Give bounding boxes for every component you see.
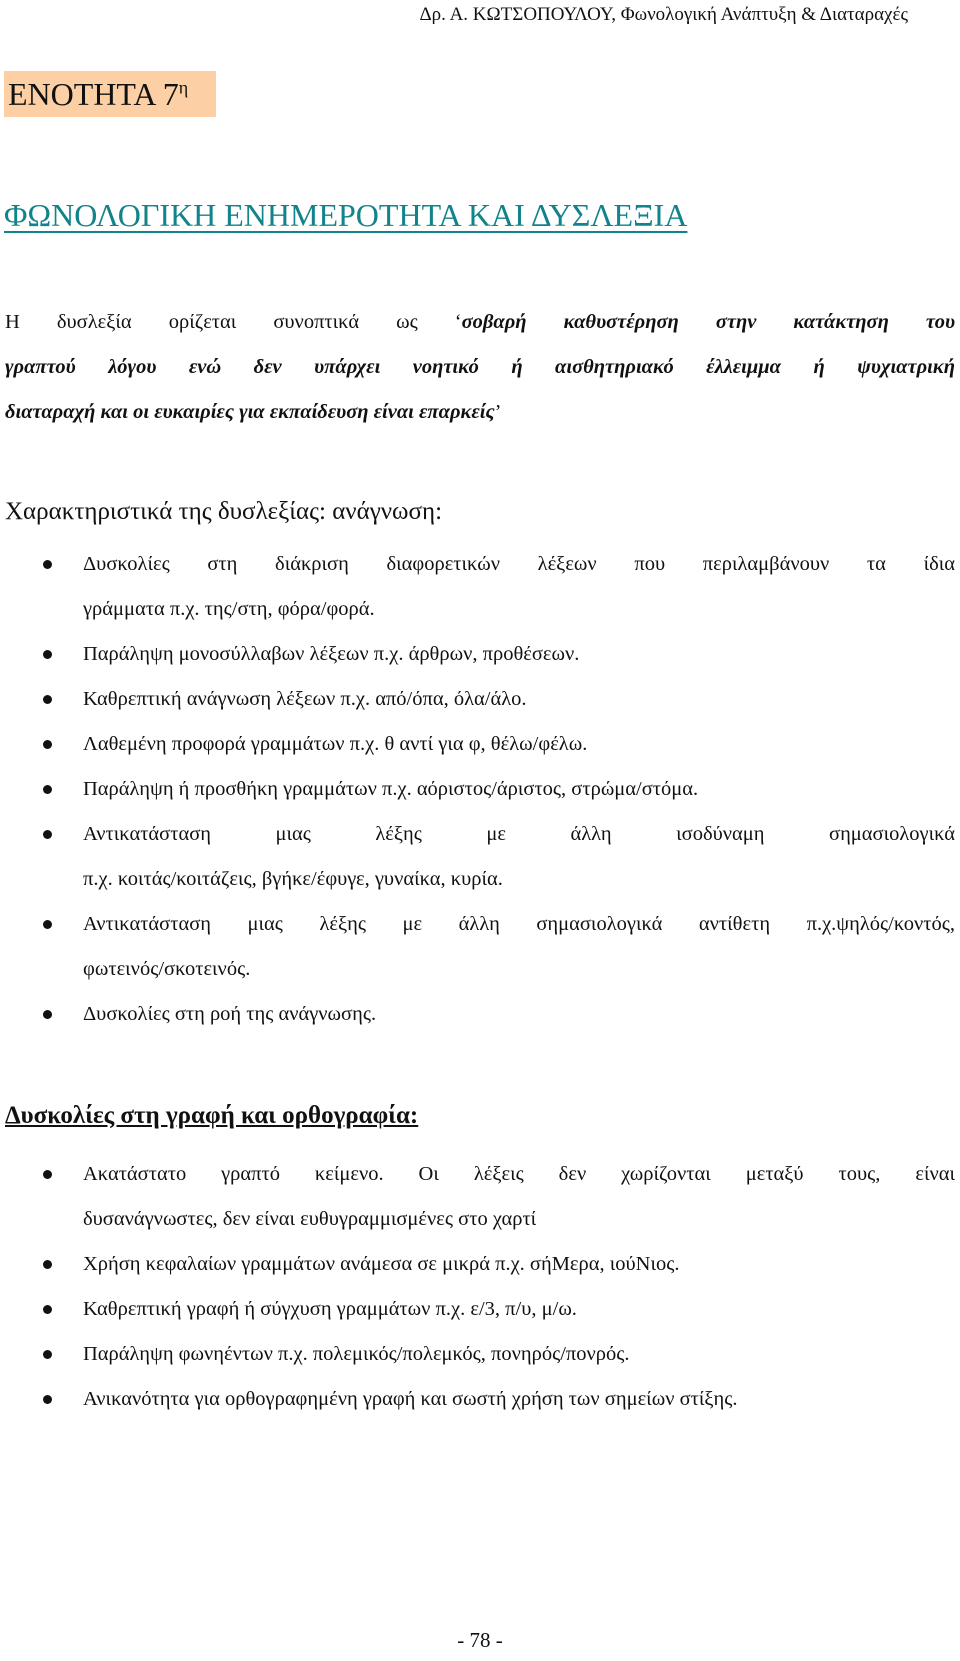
list-item [0,992,955,1037]
bullet-icon [43,560,52,569]
intro-tail: ’ [494,401,502,423]
list-item-text: Καθρεπτική ανάγνωση λέξεων π.χ. από/όπα, όλα/άλο. [83,688,527,710]
list-item-text: δυσανάγνωστες, δεν είναι ευθυγραμμισμένες στο χαρτί [83,1208,537,1230]
bullet-icon [43,695,52,704]
bullet-icon [43,920,52,929]
running-header: Δρ. Α. ΚΩΤΣΟΠΟΥΛΟΥ, Φωνολογική Ανάπτυξη & Διαταραχές [419,4,908,25]
list-item [0,902,955,992]
list-item [0,1377,955,1422]
section-label-sup: η [178,77,189,98]
bullet-icon [43,740,52,749]
list-item-text: φωτεινός/σκοτεινός. [83,958,251,980]
writing-heading [5,1102,418,1130]
chapter-title: ΦΩΝΟΛΟΓΙΚΗ ΕΝΗΜΕΡΟΤΗΤΑ ΚΑΙ ΔΥΣΛΕΞΙΑ [4,197,688,233]
list-item-text: Αντικατάσταση μιας λέξης με άλλη σημασιολογικά αντίθετη π.χ.ψηλός/κοντός, [83,913,955,935]
bullet-icon [43,1260,52,1269]
reading-list [0,542,955,1037]
list-item-text: Ακατάστατο γραπτό κείμενο. Οι λέξεις δεν χωρίζονται μεταξύ τους, είναι [83,1163,955,1185]
list-item [0,1242,955,1287]
bullet-icon [43,1010,52,1019]
list-item-text: Δυσκολίες στη ροή της ανάγνωσης. [83,1003,377,1025]
bullet-icon [43,1305,52,1314]
intro-lead: Η δυσλεξία ορίζεται συνοπτικά ως ‘ [5,311,462,333]
section-label-text: ΕΝΟΤΗΤΑ 7 [8,76,179,112]
list-item-text: Δυσκολίες στη διάκριση διαφορετικών λέξεων που περιλαμβάνουν τα ίδια [83,553,955,575]
bullet-icon [43,1395,52,1404]
list-item [0,1287,955,1332]
list-item-text: Παράληψη ή προσθήκη γραμμάτων π.χ. αόριστος/άριστος, στρώμα/στόμα. [83,778,699,800]
bullet-icon [43,650,52,659]
bullet-icon [43,1170,52,1179]
list-item [0,1332,955,1377]
list-item [0,677,955,722]
list-item-text: γράμματα π.χ. της/στη, φόρα/φορά. [83,598,375,620]
page-number: - 78 - [457,1628,503,1652]
intro-bold: διαταραχή και οι ευκαιρίες για εκπαίδευση είναι επαρκείς [5,401,495,423]
bullet-icon [43,830,52,839]
list-item [0,767,955,812]
list-item-text: Παράληψη φωνηέντων π.χ. πολεμικός/πολεμκός, πονηρός/πονρός. [83,1343,630,1365]
list-item-text: Παράληψη μονοσύλλαβων λέξεων π.χ. άρθρων, προθέσεων. [83,643,580,665]
list-item-text: Καθρεπτική γραφή ή σύγχυση γραμμάτων π.χ. ε/3, π/υ, μ/ω. [83,1298,577,1320]
reading-heading: Χαρακτηριστικά της δυσλεξίας: ανάγνωση: [5,498,443,525]
list-item-text: Λαθεμένη προφορά γραμμάτων π.χ. θ αντί για φ, θέλω/φέλω. [83,733,588,755]
writing-list [0,1152,955,1422]
bullet-icon [43,785,52,794]
list-item [0,722,955,767]
list-item-text: Χρήση κεφαλαίων γραμμάτων ανάμεσα σε μικρά π.χ. σήΜερα, ιούΝιος. [83,1253,680,1275]
intro-line [5,345,955,390]
intro-bold: σοβαρή καθυστέρηση στην κατάκτηση του [461,311,955,333]
intro-line [5,300,955,345]
section-label [4,71,216,117]
intro-paragraph [5,300,955,435]
intro-bold: γραπτού λόγου ενώ δεν υπάρχει νοητικό ή αισθητηριακό έλλειμμα ή ψυχιατρική [5,356,955,378]
list-item [0,632,955,677]
list-item-text: Αντικατάσταση μιας λέξης με άλλη ισοδύναμη σημασιολογικά [83,823,955,845]
list-item [0,812,955,902]
list-item-text: Ανικανότητα για ορθογραφημένη γραφή και σωστή χρήση των σημείων στίξης. [83,1388,738,1410]
list-item [0,542,955,632]
intro-line [5,390,955,435]
bullet-icon [43,1350,52,1359]
writing-heading-text: Δυσκολίες στη γραφή και ορθογραφία: [5,1102,419,1129]
list-item [0,1152,955,1242]
list-item-text: π.χ. κοιτάς/κοιτάζεις, βγήκε/έφυγε, γυναίκα, κυρία. [83,868,503,890]
